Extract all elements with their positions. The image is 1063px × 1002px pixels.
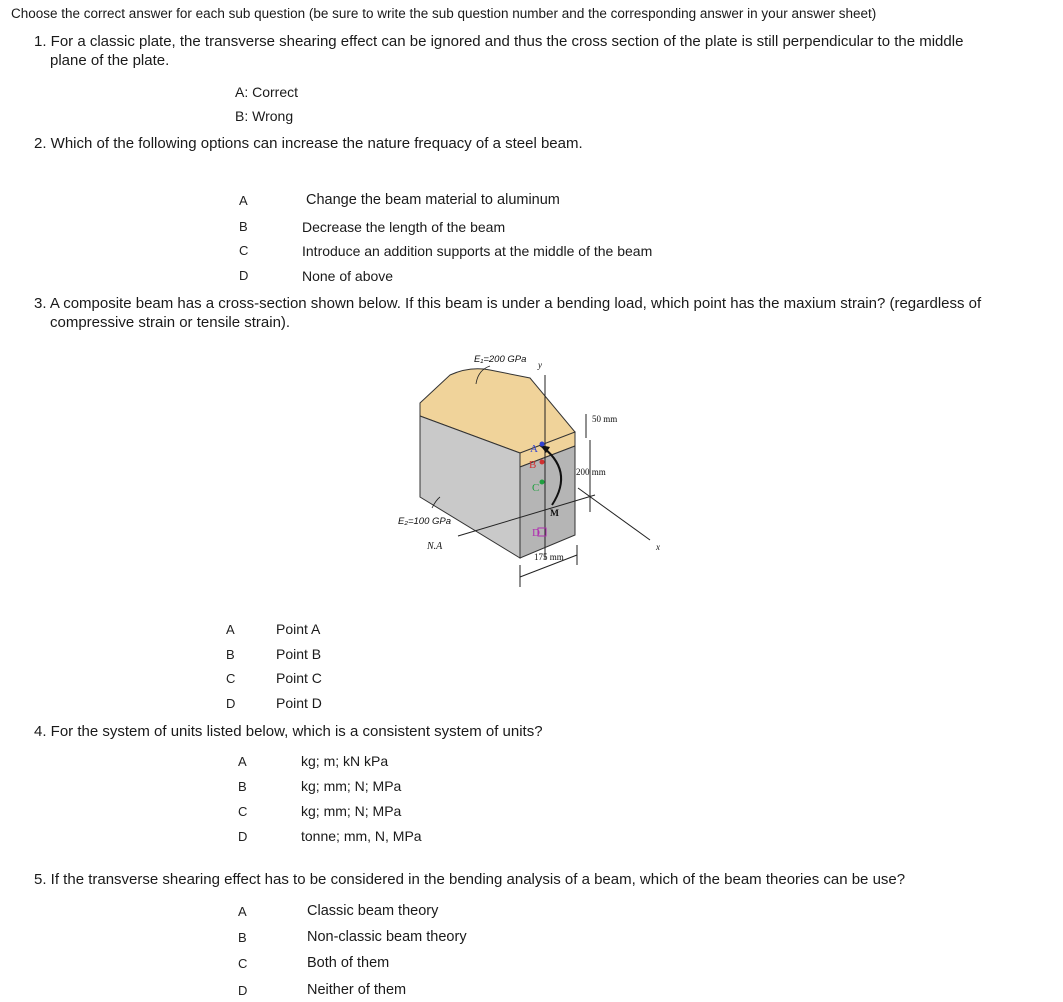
- q3-option-b: Point B: [276, 646, 322, 662]
- q1-option-a: A: Correct: [235, 84, 299, 100]
- q2-option-d: None of above: [302, 268, 394, 284]
- q3-option-d: Point D: [276, 695, 322, 711]
- question-3-line-2: compressive strain or tensile strain).: [50, 314, 291, 331]
- q5-letter-d: D: [238, 983, 248, 998]
- q2-option-c: Introduce an addition supports at the middle of the beam: [302, 243, 653, 259]
- question-1-line-1: 1. For a classic plate, the transverse shearing effect can be ignored and thus the cross section of the plate is still perpendicular to the middle: [34, 33, 964, 50]
- q5-letter-c: C: [238, 956, 248, 971]
- q5-option-d: Neither of them: [307, 982, 407, 998]
- dim-right-label: 200 mm: [576, 467, 606, 477]
- point-c-label: C: [532, 482, 540, 494]
- q5-letter-a: A: [238, 904, 247, 919]
- point-b-marker: [540, 460, 545, 465]
- q2-option-a: Change the beam material to aluminum: [306, 192, 560, 208]
- neutral-axis-label: N.A: [427, 541, 443, 552]
- dim-top-label: 50 mm: [592, 414, 618, 424]
- q2-letter-d: D: [239, 268, 249, 283]
- instructions: Choose the correct answer for each sub question (be sure to write the sub question number and the corresponding answer in your answer sheet): [11, 6, 877, 21]
- e1-label: E₁=200 GPa: [474, 354, 527, 365]
- q4-letter-c: C: [238, 804, 248, 819]
- point-c-marker: [540, 480, 545, 485]
- q3-letter-d: D: [226, 696, 236, 711]
- x-axis: [578, 488, 650, 540]
- q4-letter-a: A: [238, 754, 247, 769]
- q5-letter-b: B: [238, 930, 247, 945]
- q4-letter-d: D: [238, 829, 248, 844]
- question-1-line-2: plane of the plate.: [50, 52, 170, 69]
- q4-option-c: kg; mm; N; MPa: [301, 803, 402, 819]
- q3-letter-c: C: [226, 671, 236, 686]
- point-d-label: D: [532, 527, 540, 539]
- q5-option-c: Both of them: [307, 955, 390, 971]
- question-3-line-1: 3. A composite beam has a cross-section shown below. If this beam is under a bending load, which point has the maxium strain? (regardless of: [34, 295, 982, 312]
- q4-option-b: kg; mm; N; MPa: [301, 778, 402, 794]
- dim-bottom-label: 175 mm: [534, 552, 564, 562]
- q4-option-a: kg; m; kN kPa: [301, 753, 389, 769]
- q1-option-b: B: Wrong: [235, 108, 294, 124]
- question-4: 4. For the system of units listed below, which is a consistent system of units?: [34, 723, 543, 740]
- question-5: 5. If the transverse shearing effect has to be considered in the bending analysis of a beam, which of the beam theories can be use?: [34, 871, 906, 888]
- point-b-label: B: [529, 459, 537, 471]
- q4-letter-b: B: [238, 779, 247, 794]
- e2-label: E₂=100 GPa: [398, 516, 452, 527]
- moment-label: M: [550, 509, 559, 519]
- q3-letter-a: A: [226, 622, 235, 637]
- q2-letter-a: A: [239, 193, 248, 208]
- point-a-label: A: [530, 443, 538, 455]
- q2-letter-c: C: [239, 243, 249, 258]
- q4-option-d: tonne; mm, N, MPa: [301, 828, 422, 844]
- q3-option-a: Point A: [276, 621, 321, 637]
- q5-option-a: Classic beam theory: [307, 903, 439, 919]
- y-axis-label: y: [538, 360, 542, 370]
- q5-option-b: Non-classic beam theory: [307, 929, 467, 945]
- q3-letter-b: B: [226, 647, 235, 662]
- q2-letter-b: B: [239, 219, 248, 234]
- point-a-marker: [540, 442, 545, 447]
- question-2: 2. Which of the following options can increase the nature frequacy of a steel beam.: [34, 135, 583, 152]
- composite-beam-figure: [390, 345, 680, 590]
- x-axis-label: x: [656, 542, 660, 552]
- q2-option-b: Decrease the length of the beam: [302, 219, 506, 235]
- q3-option-c: Point C: [276, 670, 322, 686]
